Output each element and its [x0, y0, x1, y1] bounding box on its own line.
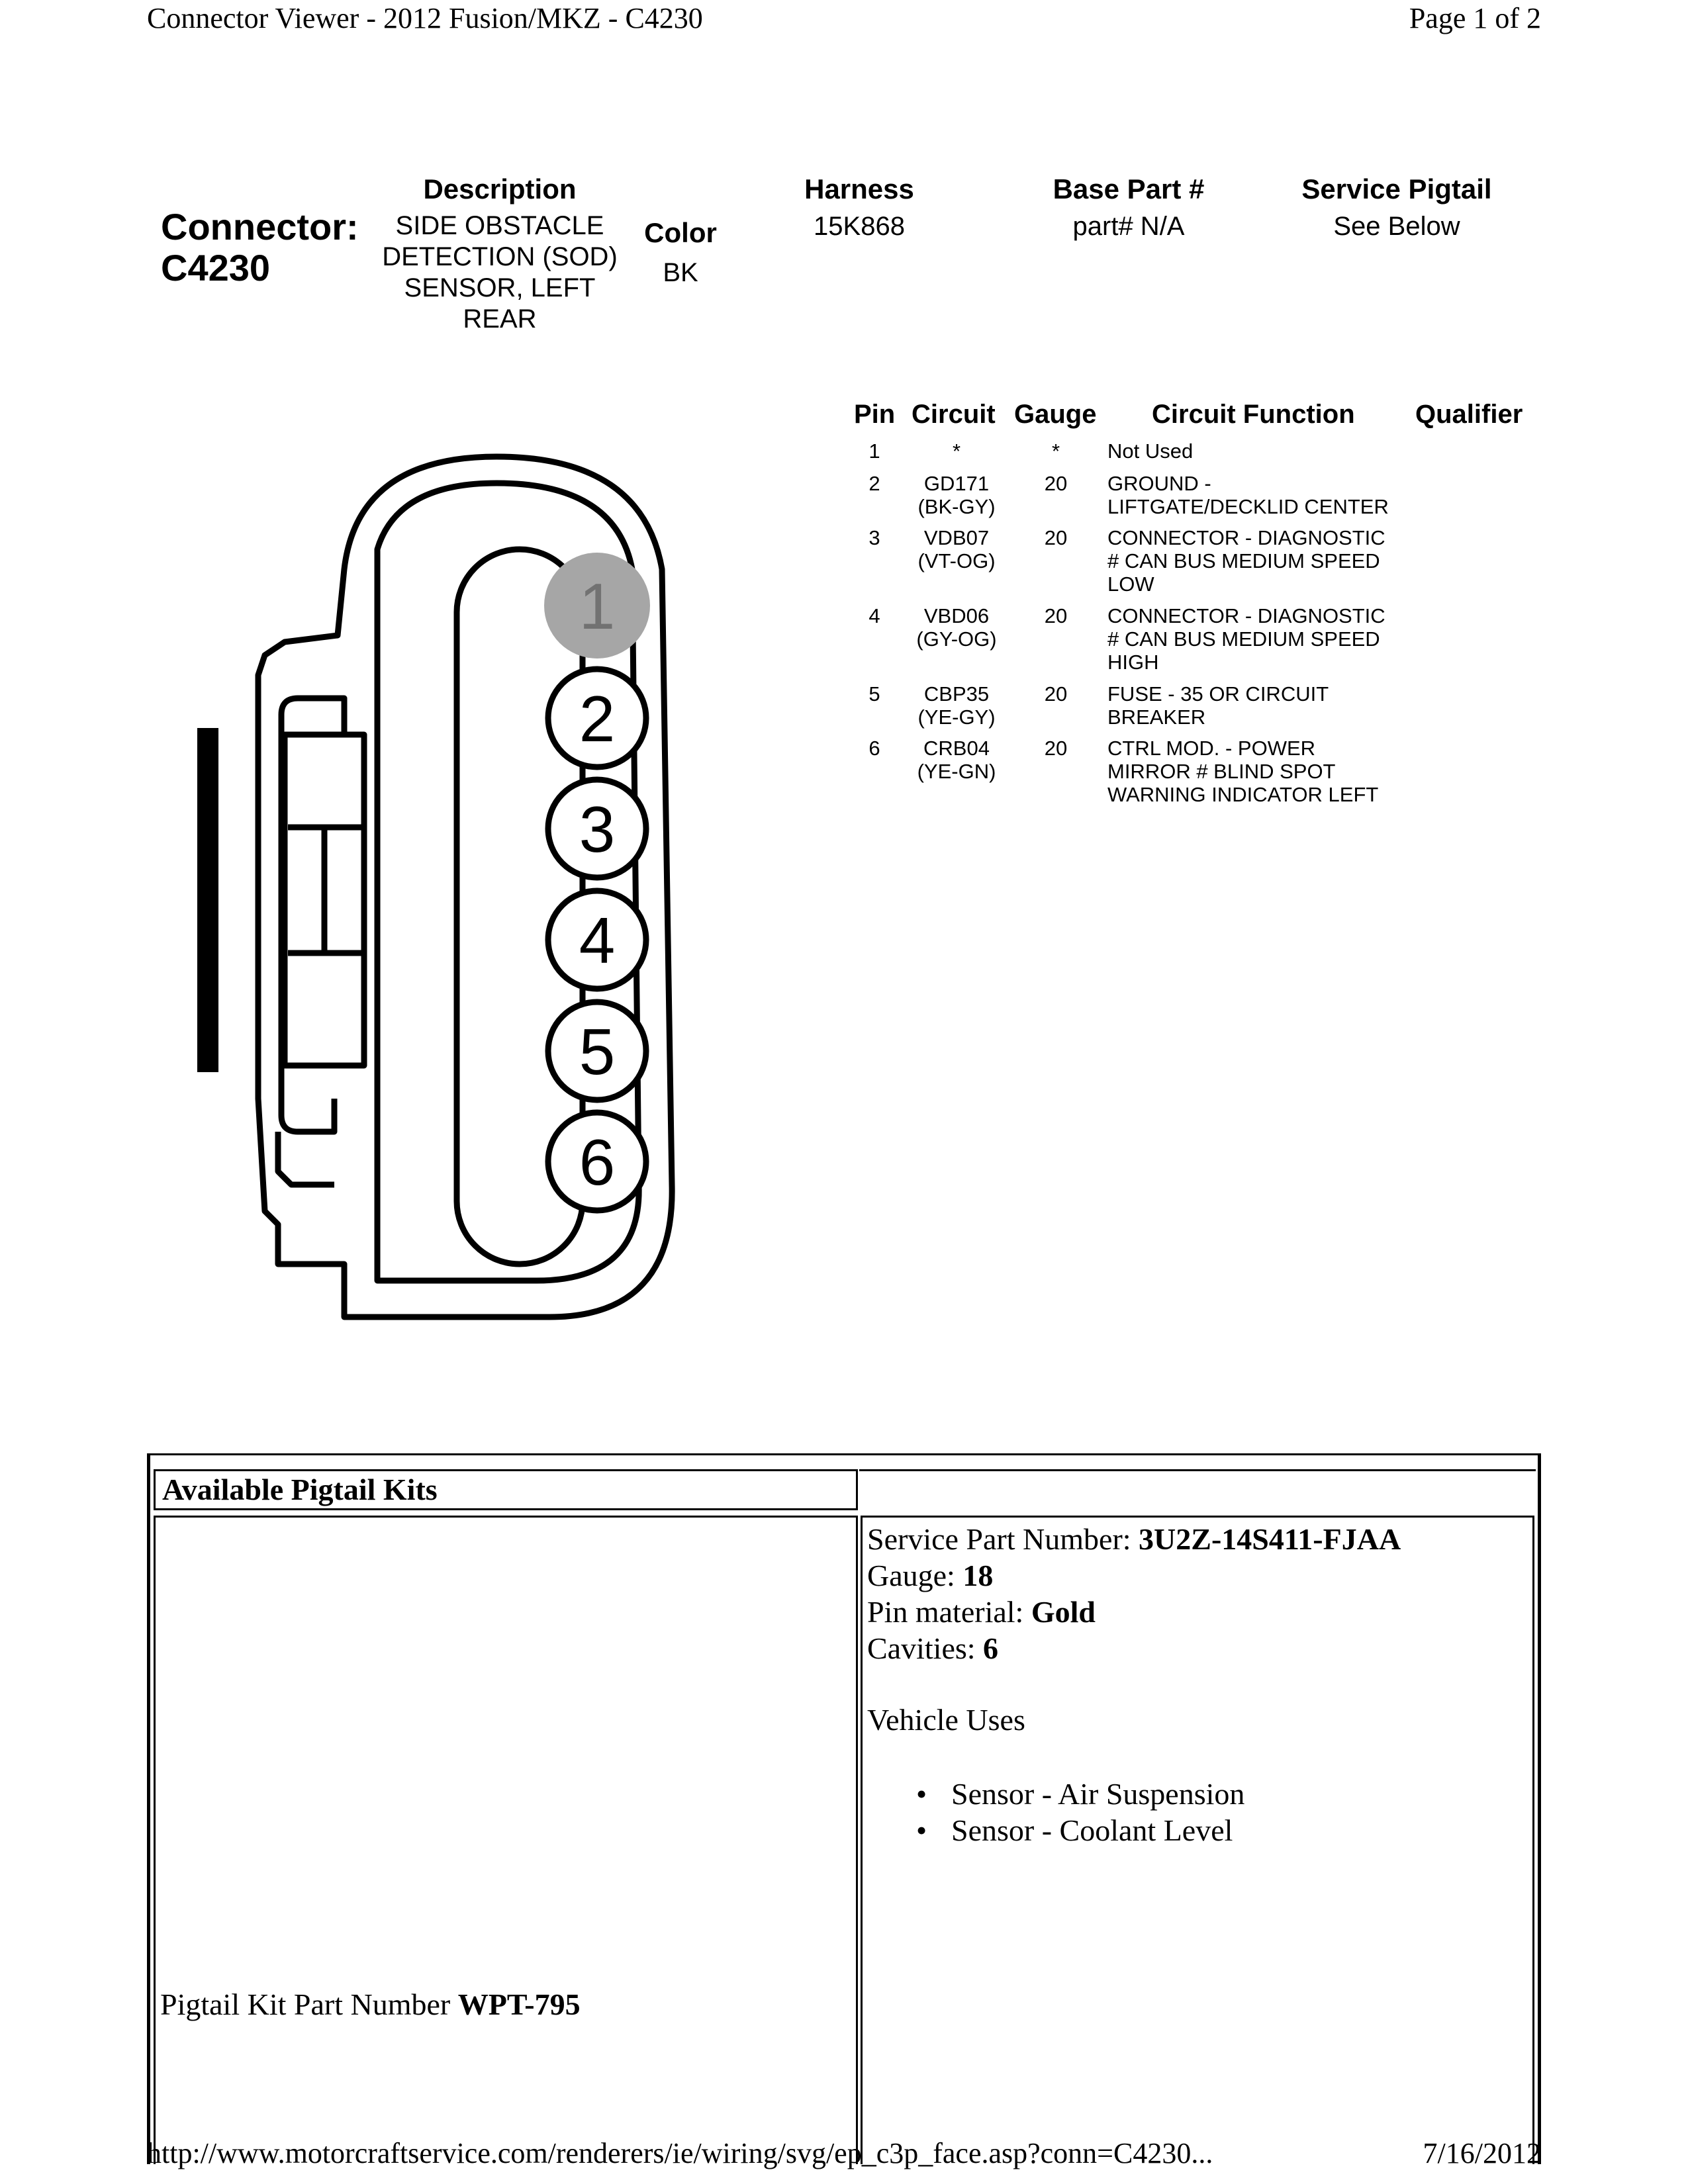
gauge-value: 20 [1044, 682, 1068, 705]
function-line: # CAN BUS MEDIUM SPEED [1107, 627, 1380, 651]
function-line: HIGH [1107, 651, 1159, 674]
description-header: Description [423, 173, 577, 205]
pigtail-kit-part-value: WPT-795 [457, 1987, 581, 2021]
qualifier-column-header: Qualifier [1415, 400, 1523, 429]
gauge-spec [867, 1557, 1401, 1594]
service-pigtail-value: See Below [1333, 212, 1460, 241]
connector-face-diagram [192, 437, 814, 1337]
circuit-function [1107, 439, 1419, 463]
pin-number: 2 [868, 472, 880, 495]
circuit-line: VDB07 [923, 526, 990, 549]
pin-number: 6 [868, 737, 880, 760]
circuit-line: (GY-OG) [916, 627, 997, 651]
circuit-id [907, 737, 1006, 783]
connector-id: C4230 [161, 247, 271, 289]
gauge-spec-value: 18 [962, 1559, 994, 1592]
circuit-function [1107, 737, 1419, 806]
latch-tab-bottom [278, 1132, 334, 1185]
description-value [367, 210, 632, 335]
circuit-id [907, 526, 1006, 572]
color-header: Color [644, 217, 717, 248]
pigtail-image-cell [154, 1516, 858, 2164]
circuit-function [1107, 526, 1419, 596]
color-value: BK [663, 258, 698, 287]
footer-url: http://www.motorcraftservice.com/renderers/ie/wiring/svg/ep_c3p_face.asp?conn=C4230... [147, 2137, 1213, 2169]
circuit-function [1107, 682, 1419, 729]
function-line: BREAKER [1107, 705, 1206, 729]
function-column-header: Circuit Function [1152, 400, 1355, 429]
circuit-line: CRB04 [923, 737, 990, 760]
cavity-6-label: 6 [579, 1126, 616, 1199]
vehicle-uses-heading: Vehicle Uses [867, 1703, 1025, 1737]
circuit-id [907, 439, 1006, 463]
cavity-5-label: 5 [579, 1015, 616, 1088]
gauge-value: 20 [1044, 526, 1068, 549]
cavities-label: Cavities: [867, 1631, 984, 1665]
gauge-value: * [1051, 439, 1060, 463]
pin-number: 5 [868, 682, 880, 705]
service-part-number [867, 1521, 1401, 1557]
circuit-line: GD171 [923, 472, 990, 495]
description-line: DETECTION (SOD) [382, 242, 618, 271]
pin-material-label: Pin material: [867, 1595, 1031, 1629]
function-line: WARNING INDICATOR LEFT [1107, 783, 1379, 806]
pigtail-kit-part-number [160, 1987, 581, 2022]
function-line: FUSE - 35 OR CIRCUIT [1107, 682, 1329, 705]
pin-number: 1 [868, 439, 880, 463]
function-line: LIFTGATE/DECKLID CENTER [1107, 495, 1389, 518]
circuit-line: (YE-GY) [917, 705, 996, 729]
service-part-label: Service Part Number: [867, 1522, 1139, 1556]
vehicle-use-item: • Sensor - Coolant Level [868, 1812, 1244, 1848]
circuit-id [907, 682, 1006, 729]
gauge-spec-label: Gauge: [867, 1559, 963, 1592]
cavity-1-label: 1 [579, 570, 616, 643]
circuit-line: CBP35 [923, 682, 990, 705]
page-number: Page 1 of 2 [1409, 2, 1541, 34]
description-line: SIDE OBSTACLE [395, 211, 604, 240]
circuit-function [1107, 472, 1419, 518]
circuit-id [907, 472, 1006, 518]
service-part-value: 3U2Z-14S411-FJAA [1139, 1522, 1401, 1556]
pin-number: 4 [868, 604, 880, 627]
cavities-spec [867, 1630, 1401, 1666]
circuit-line: VBD06 [923, 604, 990, 627]
gauge-value: 20 [1044, 737, 1068, 760]
function-line: CTRL MOD. - POWER [1107, 737, 1316, 760]
circuit-column-header: Circuit [912, 400, 996, 429]
latch-grip [197, 728, 218, 1072]
base-part-header: Base Part # [1053, 173, 1205, 205]
gauge-value: 20 [1044, 472, 1068, 495]
connector-label [161, 206, 359, 289]
pigtail-header-empty-cell [859, 1469, 1536, 1509]
description-line: SENSOR, LEFT [404, 273, 596, 302]
service-pigtail-header: Service Pigtail [1301, 173, 1492, 205]
cavity-3-label: 3 [579, 793, 616, 866]
function-line: CONNECTOR - DIAGNOSTIC [1107, 526, 1385, 549]
cavity-2-label: 2 [579, 682, 616, 755]
function-line: CONNECTOR - DIAGNOSTIC [1107, 604, 1385, 627]
vehicle-use-item: • Sensor - Air Suspension [868, 1776, 1244, 1812]
gauge-value: 20 [1044, 604, 1068, 627]
function-line: Not Used [1107, 439, 1194, 463]
gauge-column-header: Gauge [1014, 400, 1097, 429]
pigtail-specs [867, 1521, 1401, 1666]
pigtail-kits-title: Available Pigtail Kits [154, 1469, 858, 1510]
circuit-id [907, 604, 1006, 651]
pin-material-value: Gold [1031, 1595, 1096, 1629]
circuit-line: * [952, 439, 961, 463]
connector-label-text: Connector: [161, 206, 359, 248]
circuit-line: (BK-GY) [917, 495, 996, 518]
page-title: Connector Viewer - 2012 Fusion/MKZ - C4230 [147, 2, 703, 34]
circuit-function [1107, 604, 1419, 674]
function-line: LOW [1107, 572, 1154, 596]
circuit-line: (VT-OG) [917, 549, 996, 572]
harness-value: 15K868 [814, 212, 905, 241]
function-line: MIRROR # BLIND SPOT [1107, 760, 1336, 783]
pin-number: 3 [868, 526, 880, 549]
circuit-line: (YE-GN) [917, 760, 996, 783]
pin-column-header: Pin [854, 400, 896, 429]
cavities-value: 6 [983, 1631, 999, 1665]
footer-date: 7/16/2012 [1423, 2137, 1541, 2169]
pin-material-spec [867, 1594, 1401, 1630]
vehicle-uses-list [868, 1776, 1244, 1848]
base-part-value: part# N/A [1072, 212, 1185, 241]
pigtail-kit-part-label: Pigtail Kit Part Number [160, 1987, 458, 2021]
cavity-4-label: 4 [579, 904, 616, 977]
function-line: GROUND - [1107, 472, 1211, 495]
function-line: # CAN BUS MEDIUM SPEED [1107, 549, 1380, 572]
harness-header: Harness [804, 173, 914, 205]
description-line: REAR [463, 304, 537, 334]
